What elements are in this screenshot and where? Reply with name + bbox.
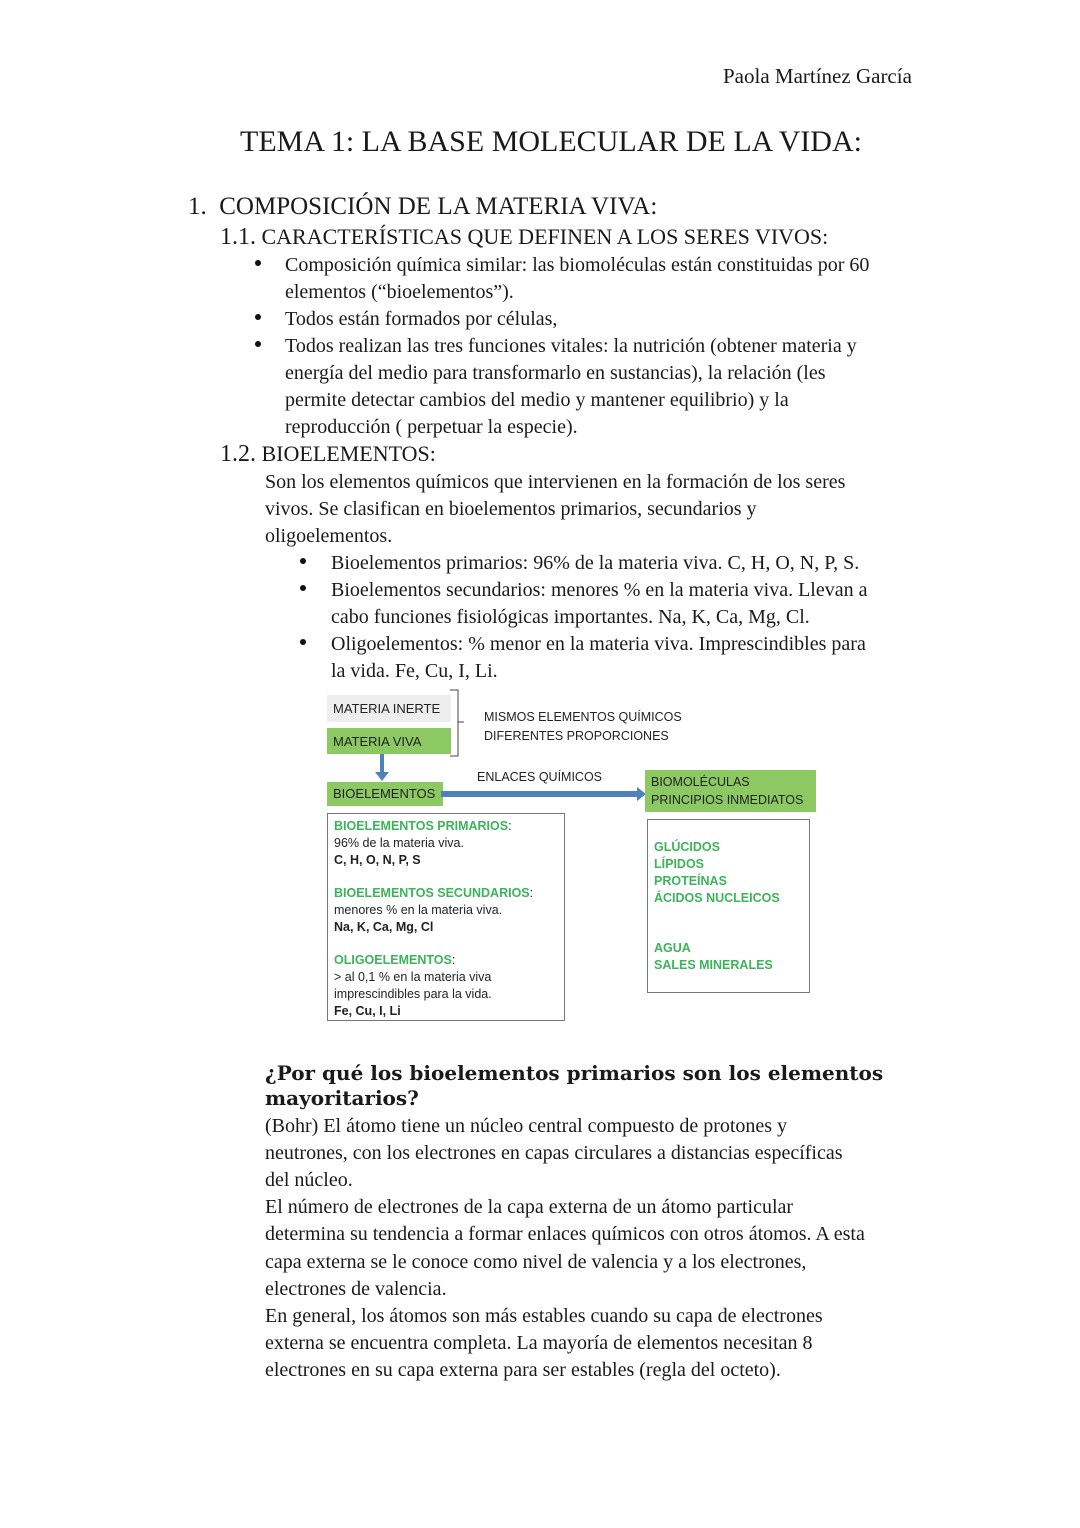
category-description: 96% de la materia viva. <box>334 836 464 850</box>
paragraph-line: El número de electrones de la capa externa de un átomo particular <box>265 1196 794 1219</box>
category-heading: BIOELEMENTOS PRIMARIOS <box>334 819 509 833</box>
bullet-text: permite detectar cambios del medio y mantener equilibrio) y la <box>285 389 789 411</box>
biomolecule-types-box <box>647 819 810 993</box>
paragraph-line: (Bohr) El átomo tiene un núcleo central compuesto de protones y <box>265 1115 788 1137</box>
bullet-text: Bioelementos secundarios: menores % en la materia viva. Llevan a <box>331 579 868 601</box>
paragraph-line: vivos. Se clasifican en bioelementos primarios, secundarios y <box>265 498 757 520</box>
question-heading: ¿Por qué los bioelementos primarios son los elementos mayoritarios? <box>265 1061 884 1110</box>
section-1-2-heading: 1.2. BIOELEMENTOS: <box>220 441 436 467</box>
materia-viva-box: MATERIA VIVA <box>327 728 451 754</box>
paragraph-line: oligoelementos. <box>265 525 393 547</box>
bullet-text: la vida. Fe, Cu, I, Li. <box>331 660 498 682</box>
category-heading: OLIGOELEMENTOS <box>334 953 452 967</box>
bullet-text: energía del medio para transformarlo en sustancias), la relación (les <box>285 362 826 384</box>
category-description: imprescindibles para la vida. <box>334 987 492 1001</box>
biomoleculas-box: BIOMOLÉCULAS PRINCIPIOS INMEDIATOS <box>645 770 816 812</box>
brace-icon <box>448 688 478 758</box>
page-title: TEMA 1: LA BASE MOLECULAR DE LA VIDA: <box>240 125 862 158</box>
paragraph-line: neutrones, con los electrones en capas circulares a distancias específicas <box>265 1142 843 1165</box>
arrow-down-icon <box>372 754 392 782</box>
bullet-text: Todos realizan las tres funciones vitales: la nutrición (obtener materia y <box>285 335 857 357</box>
category-elements: Na, K, Ca, Mg, Cl <box>334 920 434 934</box>
biomolecule-item: AGUA <box>654 941 691 955</box>
category-elements: C, H, O, N, P, S <box>334 853 421 867</box>
enlaces-label: ENLACES QUÍMICOS <box>477 770 603 784</box>
paragraph-line: determina su tendencia a formar enlaces químicos con otros átomos. A esta <box>265 1223 865 1246</box>
section-1-1-heading: 1.1. CARACTERÍSTICAS QUE DEFINEN A LOS SERES VIVOS: <box>220 224 829 250</box>
bullet-icon <box>300 558 306 564</box>
paragraph-line: capa externa se le conoce como nivel de valencia y a los electrones, <box>265 1250 807 1273</box>
paragraph-line: electrones de valencia. <box>265 1277 447 1300</box>
materia-inerte-box: MATERIA INERTE <box>327 695 451 722</box>
biomolecule-item: LÍPIDOS <box>654 857 705 871</box>
paragraph-line: externa se encuentra completa. La mayoría de elementos necesitan 8 <box>265 1331 813 1354</box>
biomolecule-item: GLÚCIDOS <box>654 840 720 854</box>
paragraph-line: electrones en su capa externa para ser estables (regla del octeto). <box>265 1358 781 1381</box>
bioelementos-box: BIOELEMENTOS <box>327 782 443 806</box>
bullet-text: Todos están formados por células, <box>285 308 558 330</box>
bullet-icon <box>255 341 261 347</box>
brace-label: MISMOS ELEMENTOS QUÍMICOS DIFERENTES PROPORCIONES <box>484 710 682 743</box>
category-heading: BIOELEMENTOS SECUNDARIOS <box>334 886 530 900</box>
biomolecule-item: SALES MINERALES <box>654 958 773 972</box>
author-name: Paola Martínez García <box>723 64 912 88</box>
paragraph-line: Son los elementos químicos que intervienen en la formación de los seres <box>265 471 846 493</box>
biomolecule-item: PROTEÍNAS <box>654 874 727 888</box>
bullet-text: Bioelementos primarios: 96% de la materia viva. C, H, O, N, P, S. <box>331 552 860 574</box>
bullet-text: elementos (“bioelementos”). <box>285 281 514 303</box>
bullet-icon <box>255 314 261 320</box>
bullet-icon <box>300 585 306 591</box>
paragraph-line: En general, los átomos son más estables cuando su capa de electrones <box>265 1304 823 1327</box>
section-1-heading: 1. COMPOSICIÓN DE LA MATERIA VIVA: <box>188 193 658 220</box>
bullet-text: cabo funciones fisiológicas importantes. Na, K, Ca, Mg, Cl. <box>331 606 810 628</box>
bullet-icon <box>255 260 261 266</box>
bioelement-types-box: BIOELEMENTOS PRIMARIOS: 96% de la materia viva. C, H, O, N, P, S BIOELEMENTOS SECUNDARIOS: menores % en la materia viva. Na, K, Ca, Mg, Cl OLIGOELEMENTOS: > al 0,1 % en la materia viva imprescindibles para la vida. Fe, Cu, I, Li <box>327 813 565 1021</box>
biomolecule-item: ÁCIDOS NUCLEICOS <box>654 891 780 905</box>
bullet-icon <box>300 639 306 645</box>
category-description: menores % en la materia viva. <box>334 903 503 917</box>
paragraph-line: del núcleo. <box>265 1169 353 1192</box>
bullet-text: Oligoelementos: % menor en la materia viva. Imprescindibles para <box>331 633 866 655</box>
bullet-text: Composición química similar: las biomoléculas están constituidas por 60 <box>285 254 870 276</box>
category-description: > al 0,1 % en la materia viva <box>334 970 492 984</box>
category-elements: Fe, Cu, I, Li <box>334 1004 401 1018</box>
arrow-right-icon <box>441 786 647 802</box>
bullet-text: reproducción ( perpetuar la especie). <box>285 416 578 438</box>
